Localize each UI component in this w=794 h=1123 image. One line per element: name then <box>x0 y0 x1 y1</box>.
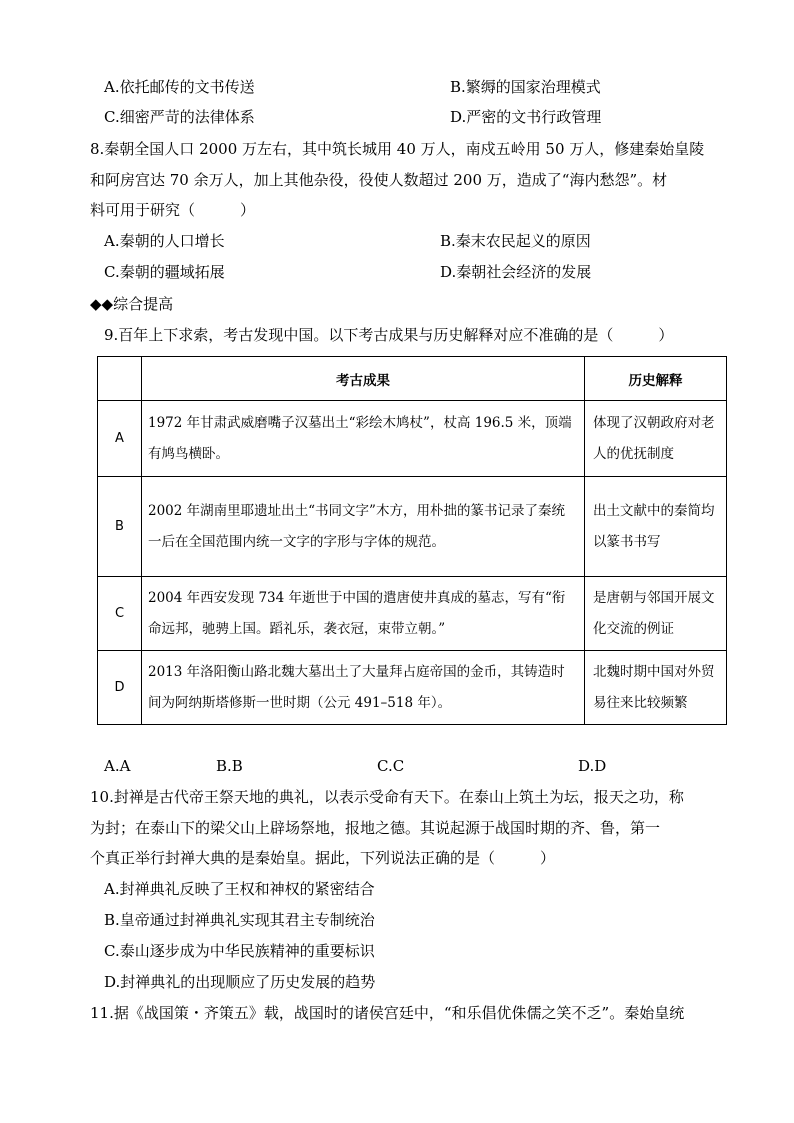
q11-stem-line-1: 11.据《战国策・齐策五》载，战国时的诸侯宫廷中，“和乐倡优侏儒之笑不乏”。秦始皇统 <box>90 1004 685 1022</box>
row-letter: B <box>98 477 142 577</box>
q7-option-c: C.细密严苛的法律体系 <box>104 108 255 126</box>
q9-stem: 9.百年上下求索，考古发现中国。以下考古成果与历史解释对应不准确的是（ ） <box>104 326 674 344</box>
q10-option-a: A.封禅典礼反映了王权和神权的紧密结合 <box>104 880 375 898</box>
section-heading: ◆◆综合提高 <box>90 295 174 313</box>
q8-option-c: C.秦朝的疆域拓展 <box>104 263 225 281</box>
row-interpretation: 是唐朝与邻国开展文化交流的例证 <box>585 577 727 651</box>
row-letter: D <box>98 651 142 725</box>
q10-stem-line-2: 为封；在泰山下的梁父山上辟场祭地，报地之德。其说起源于战国时期的齐、鲁，第一 <box>90 819 661 837</box>
q8-option-d: D.秦朝社会经济的发展 <box>440 263 592 281</box>
q9-table <box>97 356 727 725</box>
row-finding: 2002 年湖南里耶遗址出土“书同文字”木方，用朴拙的篆书记录了秦统一后在全国范围内统一文字的字形与字体的规范。 <box>142 477 585 577</box>
q10-option-b: B.皇帝通过封禅典礼实现其君主专制统治 <box>104 911 375 929</box>
table-row <box>98 651 727 725</box>
table-header-interpretation: 历史解释 <box>585 357 727 401</box>
q9-option-c: C.C <box>377 757 405 775</box>
q8-option-b: B.秦末农民起义的原因 <box>440 232 591 250</box>
q9-option-b: B.B <box>216 757 243 775</box>
table-row <box>98 401 727 477</box>
q8-option-a: A.秦朝的人口增长 <box>104 232 225 250</box>
table-header-row <box>98 357 727 401</box>
row-letter: A <box>98 401 142 477</box>
q10-option-d: D.封禅典礼的出现顺应了历史发展的趋势 <box>104 973 376 991</box>
q8-stem-line-3: 料可用于研究（ ） <box>90 201 256 219</box>
table-header-blank <box>98 357 142 401</box>
row-letter: C <box>98 577 142 651</box>
q8-stem-line-2: 和阿房宫达 70 余万人，加上其他杂役，役使人数超过 200 万，造成了“海内愁怨”。材 <box>90 171 668 189</box>
q10-stem-line-1: 10.封禅是古代帝王祭天地的典礼，以表示受命有天下。在泰山上筑土为坛，报天之功，称 <box>90 788 684 806</box>
table-header-findings: 考古成果 <box>142 357 585 401</box>
table-row <box>98 477 727 577</box>
row-interpretation: 体现了汉朝政府对老人的优抚制度 <box>585 401 727 477</box>
q7-option-b: B.繁缛的国家治理模式 <box>450 78 601 96</box>
q8-stem-line-1: 8.秦朝全国人口 2000 万左右，其中筑长城用 40 万人，南戍五岭用 50 万人，修建秦始皇陵 <box>90 140 705 158</box>
q7-option-d: D.严密的文书行政管理 <box>450 108 602 126</box>
q10-stem-line-3: 个真正举行封禅大典的是秦始皇。据此，下列说法正确的是（ ） <box>90 849 556 867</box>
row-finding: 2013 年洛阳衡山路北魏大墓出土了大量拜占庭帝国的金币，其铸造时间为阿纳斯塔修斯一世时期（公元 491–518 年）。 <box>142 651 585 725</box>
row-finding: 2004 年西安发现 734 年逝世于中国的遣唐使井真成的墓志，写有“衔命远邦，驰骋上国。蹈礼乐，袭衣冠，束带立朝。” <box>142 577 585 651</box>
q9-option-a: A.A <box>104 757 131 775</box>
row-interpretation: 北魏时期中国对外贸易往来比较频繁 <box>585 651 727 725</box>
q10-option-c: C.泰山逐步成为中华民族精神的重要标识 <box>104 942 375 960</box>
row-finding: 1972 年甘肃武威磨嘴子汉墓出土“彩绘木鸠杖”，杖高 196.5 米，顶端有鸠鸟横卧。 <box>142 401 585 477</box>
table-row <box>98 577 727 651</box>
q9-option-d: D.D <box>578 757 607 775</box>
row-interpretation: 出土文献中的秦简均以篆书书写 <box>585 477 727 577</box>
q7-option-a: A.依托邮传的文书传送 <box>104 78 255 96</box>
